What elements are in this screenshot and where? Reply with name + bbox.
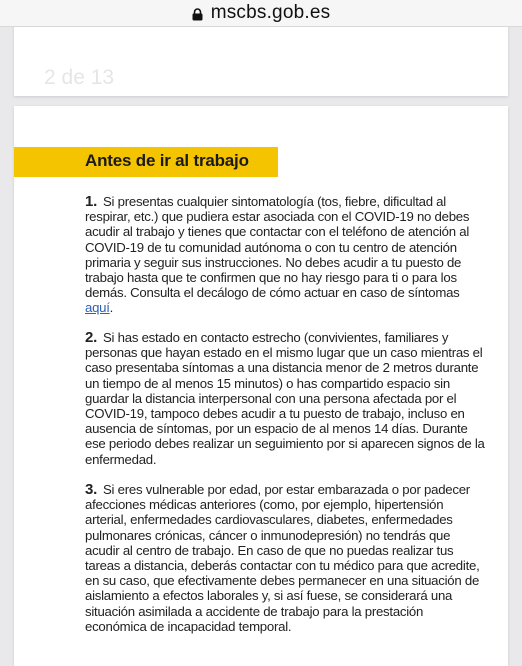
paragraph-number: 2. xyxy=(85,329,98,346)
paragraph-text: Si presentas cualquier sintomatología (tos, fiebre, dificultad al respirar, etc.) que pudiera estar asociada con el COVID-19 no debes acudir al trabajo y tienes que contactar con el teléfono de atención al COVID-19 de tu comunidad autónoma o con tu centro de atención primaria y seguir sus instrucciones. No debes acudir a tu puesto de trabajo hasta que te confirmen que no hay riesgo para ti o para los demás. Consulta el decálogo de cómo actuar en caso de síntomas xyxy=(85,194,470,301)
page-counter: 2 de 13 xyxy=(44,66,115,89)
paragraph-text: Si eres vulnerable por edad, por estar embarazada o por padecer afecciones médicas anteriores (como, por ejemplo, hipertensión arterial, enfermedades cardiovasculares, diabetes, enfermedades pulmonares crónicas, cáncer o inmunodepresión) no tendrás que acudir al centro de trabajo. En caso de que no puedas realizar tus tareas a distancia, deberás contactar con tu médico para que acredite, en su caso, que efectivamente debes permanecer en una situación de aislamiento a efectos laborales y, si así fuese, se considerará una situación asimilada a accidente de trabajo para la prestación económica de incapacidad temporal. xyxy=(85,482,480,634)
paragraph-3 xyxy=(85,482,485,634)
paragraph-number: 3. xyxy=(85,481,98,498)
paragraph-tail: . xyxy=(109,300,114,316)
symptoms-link[interactable]: aquí xyxy=(85,300,110,316)
section-title: Antes de ir al trabajo xyxy=(85,151,249,170)
document-page xyxy=(14,106,508,666)
address-bar[interactable] xyxy=(0,0,522,27)
paragraph-2 xyxy=(85,330,485,467)
url-text: mscbs.gob.es xyxy=(210,2,331,23)
paragraph-number: 1. xyxy=(85,193,98,210)
paragraph-1 xyxy=(85,194,485,316)
lock-icon xyxy=(192,8,203,21)
paragraph-text: Si has estado en contacto estrecho (convivientes, familiares y personas que hayan estado en el mismo lugar que un caso mientras el caso presentaba síntomas a una distancia menor de 2 metros durante un tiempo de al menos 15 minutos) o has compartido espacio sin guardar la distancia interpersonal con una persona afectada por el COVID-19, tampoco debes acudir a tu puesto de trabajo, incluso en ausencia de síntomas, por un espacio de al menos 14 días. Durante ese periodo debes realizar un seguimiento por si aparecen signos de la enfermedad. xyxy=(85,330,485,467)
